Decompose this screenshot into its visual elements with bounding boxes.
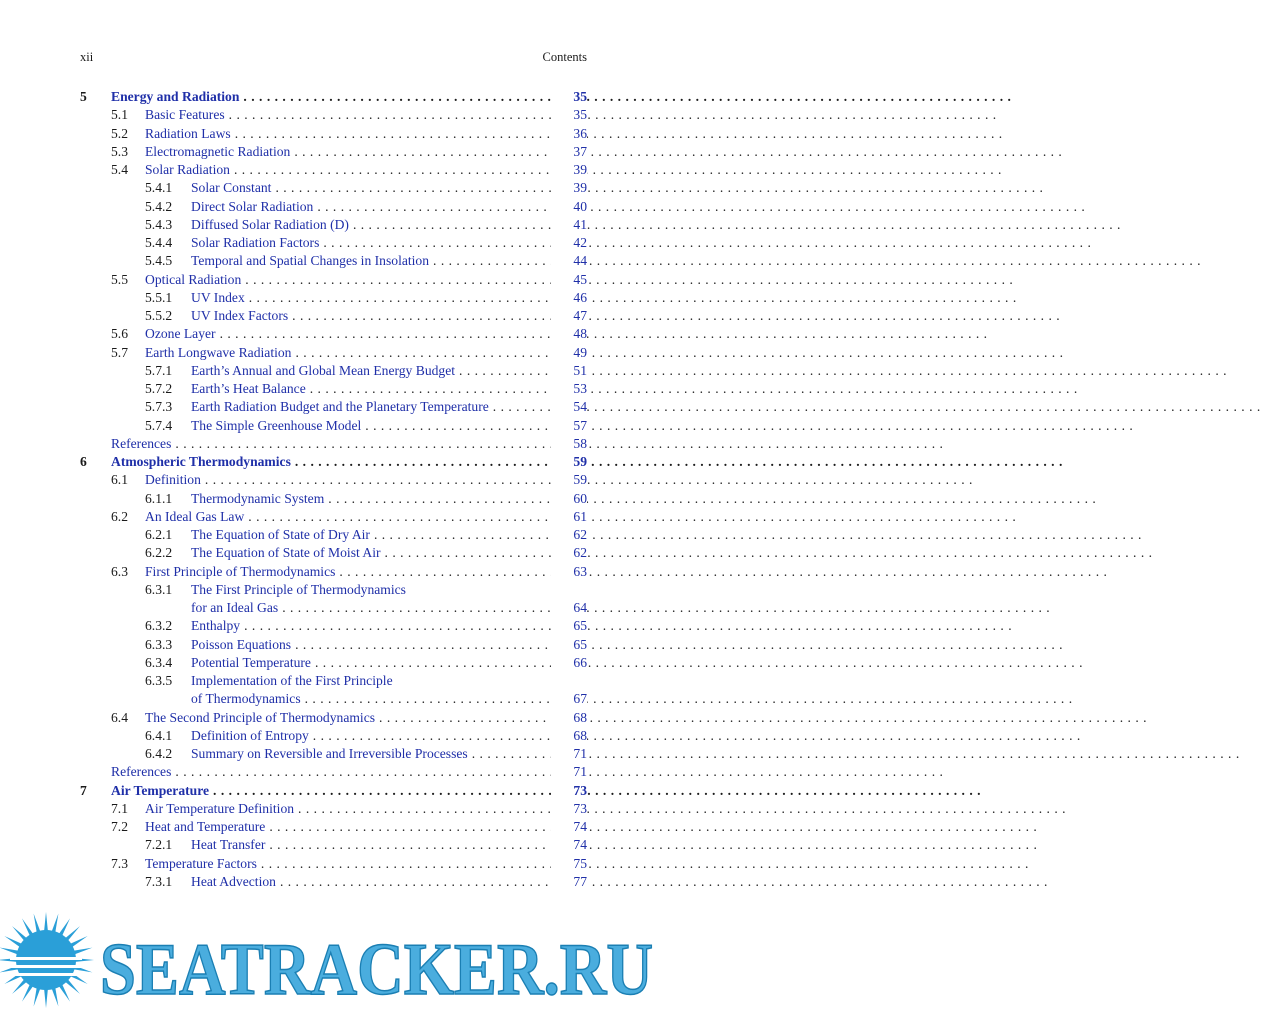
- toc-entry-title[interactable]: of Thermodynamics: [191, 691, 305, 706]
- toc-entry-page[interactable]: 60: [551, 490, 587, 508]
- toc-entry-title[interactable]: Air Temperature: [111, 783, 213, 798]
- toc-entry-title[interactable]: Heat Transfer: [191, 837, 269, 852]
- toc-entry-page[interactable]: 58: [551, 435, 587, 453]
- toc-entry-page[interactable]: 59: [551, 453, 587, 471]
- toc-entry[interactable]: [0, 417, 665, 435]
- toc-entry-page[interactable]: 71: [551, 763, 587, 781]
- toc-entry-title[interactable]: Earth Radiation Budget and the Planetary Temperature: [191, 399, 493, 414]
- sun-ray: [34, 987, 41, 1007]
- toc-entry-page[interactable]: 45: [551, 271, 587, 289]
- toc-entry-number: 6: [80, 454, 87, 469]
- toc-entry[interactable]: [0, 88, 665, 106]
- toc-entry[interactable]: [0, 344, 665, 362]
- toc-entry-page[interactable]: 73: [551, 800, 587, 818]
- toc-entry-title[interactable]: Temporal and Spatial Changes in Insolation: [191, 253, 433, 268]
- toc-entry-page[interactable]: 47: [551, 307, 587, 325]
- toc-entry-page[interactable]: 51: [551, 362, 587, 380]
- toc-entry-page[interactable]: 42: [551, 234, 587, 252]
- toc-entry-page[interactable]: 41: [551, 216, 587, 234]
- toc-entry[interactable]: [0, 563, 665, 581]
- toc-entry-title[interactable]: Electromagnetic Radiation: [145, 144, 294, 159]
- toc-entry[interactable]: [0, 636, 665, 654]
- toc-entry-number: 6.3.1: [145, 581, 173, 597]
- toc-entry[interactable]: [0, 307, 665, 325]
- toc-entry[interactable]: [0, 179, 665, 197]
- toc-entry-number: 5.5.1: [145, 289, 173, 305]
- toc-entry-number: 6.3.4: [145, 654, 173, 670]
- toc-entry-title[interactable]: Energy and Radiation: [111, 89, 243, 104]
- toc-entry-title[interactable]: The Equation of State of Dry Air: [191, 527, 374, 542]
- toc-entry-page[interactable]: 49: [551, 344, 587, 362]
- toc-entry-title[interactable]: Atmospheric Thermodynamics: [111, 454, 295, 469]
- toc-entry-title[interactable]: The Simple Greenhouse Model: [191, 418, 365, 433]
- toc-entry-title[interactable]: for an Ideal Gas: [191, 600, 282, 615]
- toc-entry[interactable]: [0, 690, 665, 708]
- toc-entry-title[interactable]: Summary on Reversible and Irreversible Processes: [191, 746, 472, 761]
- toc-entry-page[interactable]: 62: [551, 544, 587, 562]
- sun-ray: [34, 914, 41, 934]
- toc-entry-title[interactable]: Air Temperature Definition: [145, 801, 298, 816]
- toc-entry-number: 6.4.2: [145, 746, 173, 761]
- toc-entry-page[interactable]: 75: [551, 855, 587, 873]
- toc-entry-page[interactable]: 44: [551, 252, 587, 270]
- toc-entry[interactable]: [0, 453, 665, 471]
- toc-entry[interactable]: [0, 544, 665, 562]
- toc-entry[interactable]: [0, 617, 665, 635]
- toc-entry[interactable]: [0, 125, 665, 143]
- toc-entry[interactable]: [0, 271, 665, 289]
- toc-entry-page[interactable]: 37: [551, 143, 587, 161]
- toc-entry-page[interactable]: 67: [551, 690, 587, 708]
- sun-ray: [44, 912, 48, 932]
- toc-entry-page[interactable]: 74: [551, 836, 587, 854]
- toc-entry[interactable]: [0, 818, 665, 836]
- toc-entry-title[interactable]: Diffused Solar Radiation (D): [191, 217, 353, 232]
- toc-entry-title[interactable]: References: [111, 764, 175, 779]
- toc-entry-number: 5.4.4: [145, 235, 173, 250]
- toc-entry-title[interactable]: Earth’s Heat Balance: [191, 381, 310, 396]
- toc-entry[interactable]: [0, 836, 665, 854]
- sun-ray: [0, 948, 19, 955]
- toc-entry-page[interactable]: 68: [551, 709, 587, 727]
- toc-entry[interactable]: [0, 289, 665, 307]
- toc-entry-page[interactable]: 71: [551, 745, 587, 763]
- toc-entry-title[interactable]: Earth’s Annual and Global Mean Energy Budget: [191, 363, 459, 378]
- toc-entry-page[interactable]: 73: [551, 782, 587, 800]
- toc-entry-title[interactable]: Definition of Entropy: [191, 728, 313, 743]
- toc-entry-page[interactable]: 61: [551, 508, 587, 526]
- page-header: [80, 50, 587, 66]
- toc-entry-title[interactable]: Earth Longwave Radiation: [145, 345, 295, 360]
- toc-entry[interactable]: [0, 745, 665, 763]
- toc-entry-number: 5.7.3: [145, 399, 173, 415]
- toc-entry-number: 6.1.1: [145, 490, 173, 506]
- toc-entry-number: 5.5.2: [145, 308, 173, 323]
- toc-entry-number: 6.3: [111, 563, 128, 579]
- toc-entry-title[interactable]: Potential Temperature: [191, 655, 315, 670]
- toc-entry-page[interactable]: 63: [551, 563, 587, 581]
- watermark: [0, 912, 665, 1012]
- toc-entry[interactable]: [0, 654, 665, 672]
- toc-entry-number: 7.2: [111, 819, 128, 834]
- toc-entry-page[interactable]: 48: [551, 325, 587, 343]
- toc-entry-page[interactable]: 66: [551, 654, 587, 672]
- toc-entry[interactable]: [0, 471, 665, 489]
- toc-entry[interactable]: [0, 490, 665, 508]
- sun-icon: [0, 912, 94, 1008]
- toc-entry-title[interactable]: An Ideal Gas Law: [145, 509, 248, 524]
- toc-entry[interactable]: [0, 672, 665, 690]
- toc-entry-page[interactable]: 39: [551, 179, 587, 197]
- toc-entry-number: 5.7.1: [145, 362, 173, 378]
- toc-entry-page[interactable]: 54: [551, 398, 587, 416]
- toc-entry[interactable]: [0, 581, 665, 599]
- toc-entry[interactable]: [0, 380, 665, 398]
- toc-entry-number: 5.4.3: [145, 216, 173, 232]
- toc-entry[interactable]: [0, 800, 665, 818]
- toc-entry-number: 7.1: [111, 800, 128, 816]
- toc-entry-title[interactable]: Radiation Laws: [145, 126, 235, 141]
- toc-entry-number: 5.4: [111, 162, 128, 177]
- toc-entry-title[interactable]: Basic Features: [145, 107, 229, 122]
- toc-entry-number: 6.2.2: [145, 545, 173, 561]
- toc-entry-page[interactable]: 65: [551, 617, 587, 635]
- toc-entry-title[interactable]: Solar Radiation Factors: [191, 235, 323, 250]
- toc-entry[interactable]: [0, 508, 665, 526]
- toc-entry[interactable]: [0, 252, 665, 270]
- toc-entry-number: 5: [80, 89, 87, 104]
- toc-entry[interactable]: [0, 216, 665, 234]
- toc-entry-page[interactable]: 64: [551, 599, 587, 617]
- toc-entry-title[interactable]: The First Principle of Thermodynamics: [191, 582, 410, 597]
- toc-entry-page[interactable]: 65: [551, 636, 587, 654]
- toc-entry[interactable]: [0, 161, 665, 179]
- toc-entry-number: 6.2: [111, 508, 128, 524]
- toc-entry-page[interactable]: 39: [551, 161, 587, 179]
- toc-entry-page[interactable]: 57: [551, 417, 587, 435]
- toc-entry-title[interactable]: Poisson Equations: [191, 637, 295, 652]
- toc-entry-number: 5.4.5: [145, 253, 173, 269]
- toc-entry-number: 7.3: [111, 855, 128, 871]
- toc-entry-number: 6.2.1: [145, 527, 173, 542]
- toc-entry-title[interactable]: Solar Radiation: [145, 162, 234, 177]
- toc-entry[interactable]: [0, 855, 665, 873]
- toc-entry-page[interactable]: 74: [551, 818, 587, 836]
- toc-entry-title[interactable]: Solar Constant: [191, 180, 275, 195]
- toc-entry-title[interactable]: Implementation of the First Principle: [191, 673, 397, 688]
- toc-entry-number: 6.4: [111, 709, 128, 725]
- toc-entry-page[interactable]: 46: [551, 289, 587, 307]
- toc-entry-number: 7.3.1: [145, 873, 173, 889]
- toc-entry-page[interactable]: 77: [551, 873, 587, 891]
- toc-entry[interactable]: [0, 709, 665, 727]
- toc-entry[interactable]: [0, 599, 665, 617]
- toc-entry-number: 7.2.1: [145, 837, 173, 853]
- toc-entry[interactable]: [0, 198, 665, 216]
- toc-entry-page[interactable]: 40: [551, 198, 587, 216]
- page-number: xii: [80, 50, 94, 64]
- toc-entry-number: 6.4.1: [145, 727, 173, 743]
- toc-entry-number: 5.7: [111, 344, 128, 360]
- toc-entry-number: 6.3.3: [145, 636, 173, 652]
- toc-entry[interactable]: [0, 763, 665, 781]
- toc-entry-number: 6.1: [111, 472, 128, 488]
- toc-entry-number: 5.3: [111, 143, 128, 159]
- toc-entry-title[interactable]: UV Index: [191, 290, 249, 305]
- toc-entry-number: 5.2: [111, 125, 128, 141]
- toc-entry-title[interactable]: The Second Principle of Thermodynamics: [145, 710, 379, 725]
- toc-entry-title[interactable]: Optical Radiation: [145, 272, 245, 287]
- toc-entry[interactable]: [0, 106, 665, 124]
- toc-entry[interactable]: [0, 782, 665, 800]
- toc-entry[interactable]: [0, 435, 665, 453]
- toc-entry-title[interactable]: Enthalpy: [191, 618, 244, 633]
- toc-entry-title[interactable]: Heat and Temperature: [145, 819, 269, 834]
- toc-entry-number: 6.3.5: [145, 673, 173, 688]
- toc-entry[interactable]: [0, 398, 665, 416]
- toc-entry-title[interactable]: Ozone Layer: [145, 326, 220, 341]
- toc-entry-number: 5.1: [111, 107, 128, 123]
- toc-entry-number: 5.4.2: [145, 198, 173, 214]
- toc-entry-number: 5.4.1: [145, 180, 173, 196]
- toc-entry-page[interactable]: 53: [551, 380, 587, 398]
- sun-ray: [44, 988, 48, 1008]
- toc-entry-number: 7: [80, 782, 87, 798]
- sun-ray: [51, 987, 58, 1007]
- toc-entry-page[interactable]: 62: [551, 526, 587, 544]
- toc-entry-page[interactable]: 36: [551, 125, 587, 143]
- toc-entry-page[interactable]: 68: [551, 727, 587, 745]
- toc-entry[interactable]: [0, 727, 665, 745]
- toc-entry-number: 6.3.2: [145, 618, 173, 634]
- toc-entry-title[interactable]: Definition: [145, 472, 205, 487]
- toc-entry-title[interactable]: The Equation of State of Moist Air: [191, 545, 385, 560]
- sun-ray: [51, 914, 58, 934]
- toc-entry-number: 5.5: [111, 271, 128, 287]
- sun-ray: [73, 948, 93, 955]
- toc-entry-page[interactable]: 59: [551, 471, 587, 489]
- toc-entry[interactable]: [0, 362, 665, 380]
- toc-entry-number: 5.6: [111, 326, 128, 342]
- toc-entry[interactable]: [0, 526, 665, 544]
- toc-entry-page[interactable]: 35: [551, 106, 587, 124]
- running-title: Contents: [542, 50, 587, 64]
- toc-entry-title[interactable]: First Principle of Thermodynamics: [145, 564, 339, 579]
- toc-entry-page[interactable]: 35: [551, 88, 587, 106]
- toc-entry-title[interactable]: Direct Solar Radiation: [191, 199, 317, 214]
- toc-entry-title[interactable]: References: [111, 436, 175, 451]
- toc-entry[interactable]: [0, 234, 665, 252]
- watermark-text: SEATRACKER.RU: [100, 929, 653, 1011]
- toc-entry-title[interactable]: Temperature Factors: [145, 856, 261, 871]
- toc-entry[interactable]: [0, 325, 665, 343]
- toc-entry-title[interactable]: UV Index Factors: [191, 308, 292, 323]
- toc-entry-title[interactable]: Heat Advection: [191, 874, 280, 889]
- toc-entry-number: 5.7.4: [145, 417, 173, 433]
- toc-entry[interactable]: [0, 873, 665, 891]
- toc-entry-number: 5.7.2: [145, 381, 173, 396]
- toc-entry-title[interactable]: Thermodynamic System: [191, 491, 328, 506]
- toc-entry[interactable]: [0, 143, 665, 161]
